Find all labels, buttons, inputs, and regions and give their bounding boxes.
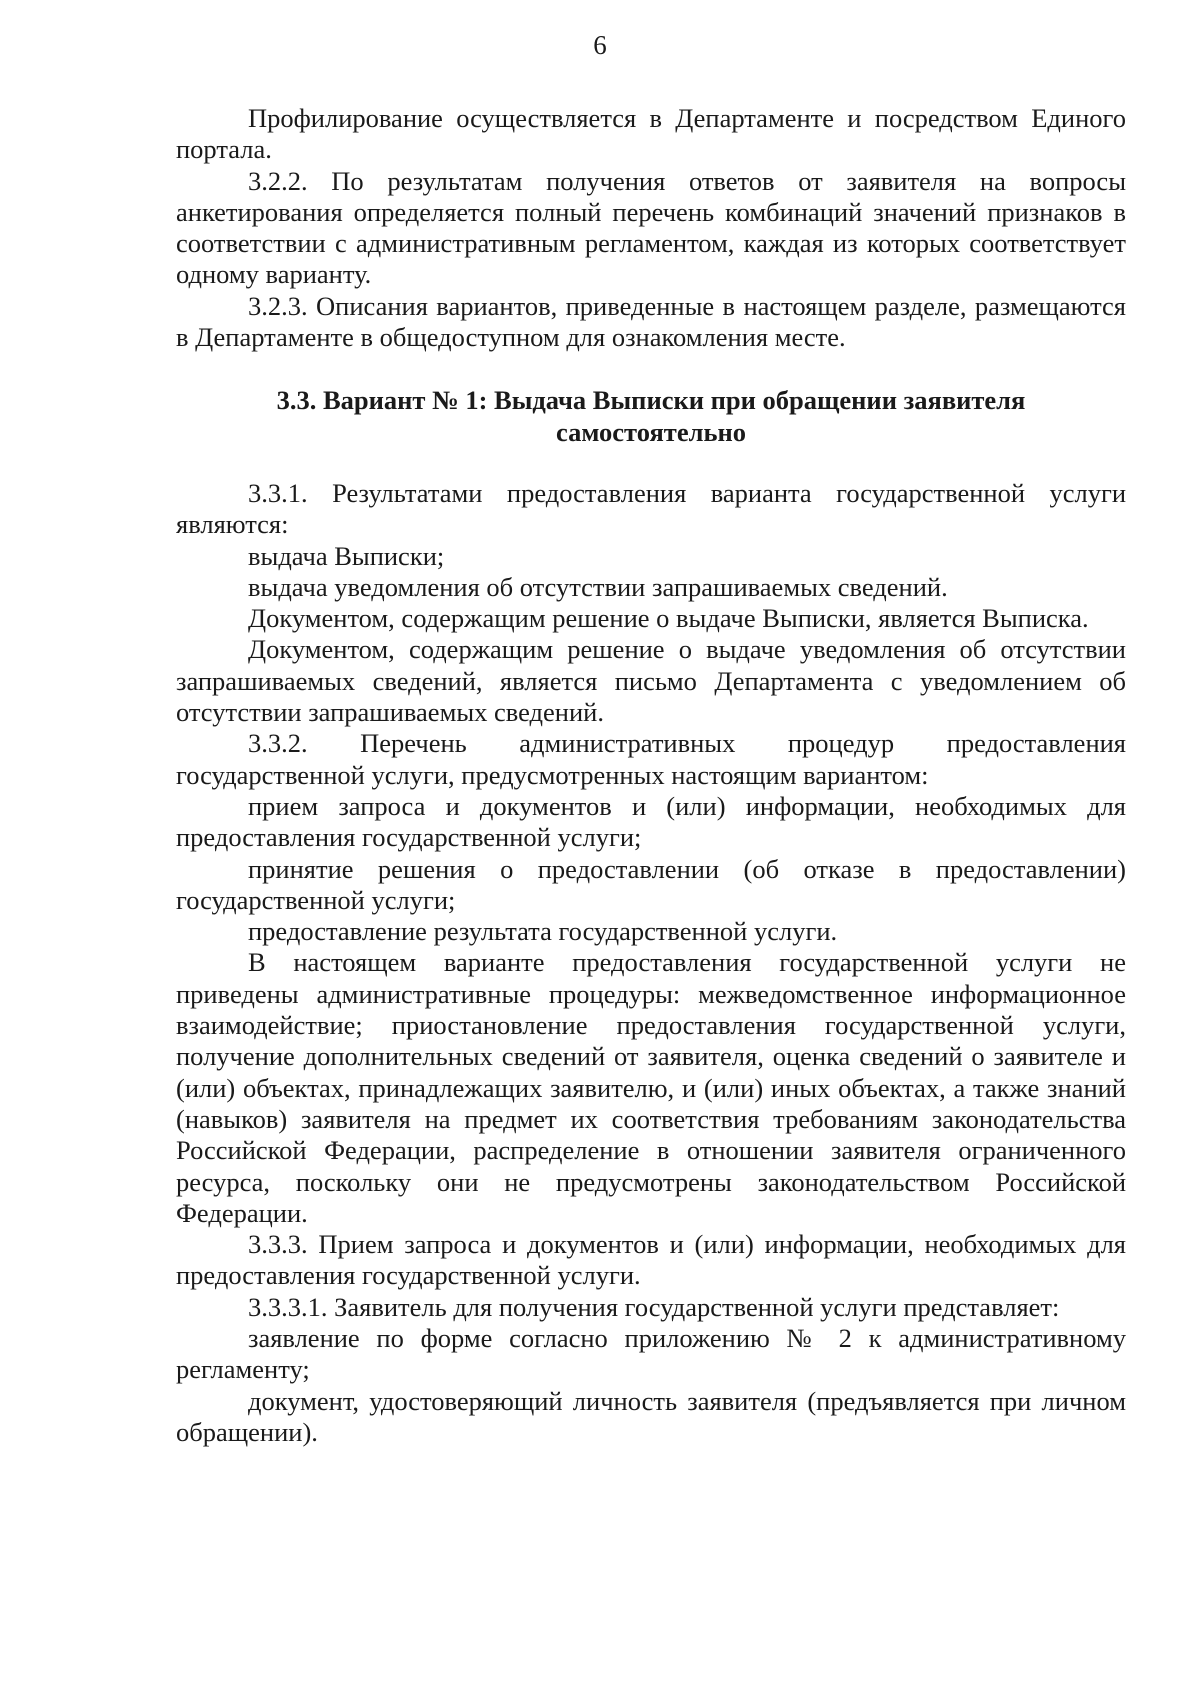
paragraph: выдача уведомления об отсутствии запрашиваемых сведений. (248, 571, 948, 602)
page-number: 6 (593, 30, 607, 60)
paragraph: 3.2.3. Описания вариантов, приведенные в настоящем разделе, размещаются в Департаменте в общедоступном для ознакомления месте. (176, 290, 1126, 353)
paragraph: Профилирование осуществляется в Департаменте и посредством Единого портала. (176, 103, 1126, 165)
paragraph: заявление по форме согласно приложению № 2 к административному регламенту; (176, 1322, 1126, 1385)
paragraph: Документом, содержащим решение о выдаче Выписки, является Выписка. (248, 603, 1089, 634)
document-body (176, 103, 1126, 1448)
section-heading: 3.3. Вариант № 1: Выдача Выписки при обращении заявителя самостоятельно (276, 385, 1026, 447)
paragraph: 3.3.3.1. Заявитель для получения государственной услуги представляет: (248, 1291, 1060, 1322)
paragraph: документ, удостоверяющий личность заявителя (предъявляется при личном обращении). (176, 1385, 1126, 1447)
paragraph: 3.3.1. Результатами предоставления варианта государственной услуги являются: (176, 477, 1126, 540)
paragraph: 3.3.3. Прием запроса и документов и (или) информации, необходимых для предоставления государственной услуги. (176, 1229, 1126, 1291)
paragraph: 3.3.2. Перечень административных процедур предоставления государственной услуги, предусмотренных настоящим вариантом: (176, 728, 1126, 790)
paragraph: Документом, содержащим решение о выдаче уведомления об отсутствии запрашиваемых сведений, является письмо Департамента с уведомлением об отсутствии запрашиваемых сведений. (176, 634, 1126, 728)
paragraph: предоставление результата государственной услуги. (248, 916, 838, 947)
paragraph: прием запроса и документов и (или) информации, необходимых для предоставления государственной услуги; (176, 790, 1126, 853)
paragraph: принятие решения о предоставлении (об отказе в предоставлении) государственной услуги; (176, 853, 1126, 915)
paragraph: выдача Выписки; (248, 540, 445, 571)
paragraph: 3.2.2. По результатам получения ответов от заявителя на вопросы анкетирования определяется полный перечень комбинаций значений признаков в соответствии с административным регламентом, каждая из которых соответствует одному варианту. (176, 165, 1126, 290)
paragraph: В настоящем варианте предоставления государственной услуги не приведены административные процедуры: межведомственное информационное взаимодействие; приостановление предоставления государственной услуги, получение дополнительных сведений от заявителя, оценка сведений о заявителе и (или) объектах, принадлежащих заявителю, и (или) иных объектах, а также знаний (навыков) заявителя на предмет их соответствия требованиям законодательства Российской Федерации, распределение в отношении заявителя ограниченного ресурса, поскольку они не предусмотрены законодательством Российской Федерации. (176, 947, 1126, 1228)
